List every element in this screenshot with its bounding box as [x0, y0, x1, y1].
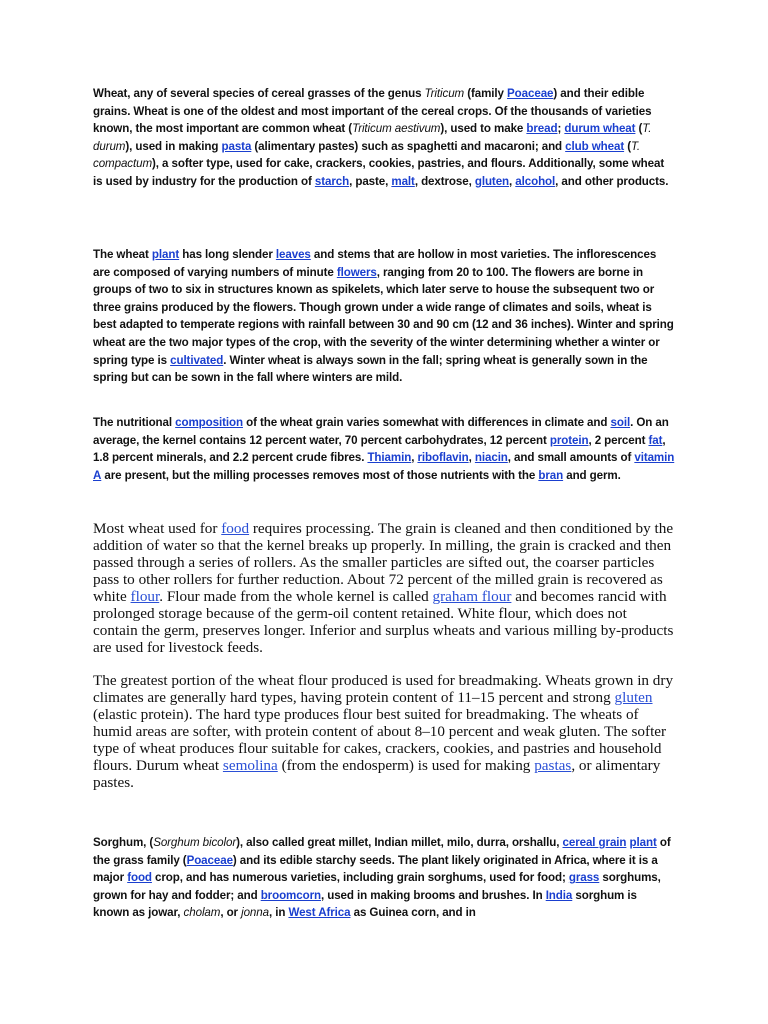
paragraph-sorghum: Sorghum, (Sorghum bicolor), also called great millet, Indian millet, milo, durra, orshallu, cereal grain plant of the grass family (Poaceae) and its edible starchy seeds. The plant likely originated in Africa, where it is a major food crop, and has numerous varieties, including grain sorghums, used for food; grass sorghums, grown for hay and fodder; and broomcorn, used in making brooms and brushes. In India sorghum is known as jowar, cholam, or jonna, in West Africa as Guinea corn, and in	[93, 836, 671, 920]
link-gluten[interactable]: gluten	[474, 174, 510, 188]
link-plant-2[interactable]: plant	[629, 836, 657, 849]
link-fat[interactable]: fat	[648, 433, 663, 447]
link-cultivated[interactable]: cultivated	[170, 353, 224, 367]
paragraph-wheat-nutrition: The nutritional composition of the wheat grain varies somewhat with differences in climate and soil. On an average, the kernel contains 12 percent water, 70 percent carbohydrates, 12 percent protein, 2 percent fat, 1.8 percent minerals, and 2.2 percent crude fibres. Thiamin, riboflavin, niacin, and small amounts of vitamin A are present, but the milling processes removes most of those nutrients with the bran and germ.	[93, 416, 675, 482]
paragraph-wheat-flour: The greatest portion of the wheat flour produced is used for breadmaking. Wheats grown in dry climates are generally hard types, having protein content of 11–15 percent and strong gluten (elastic protein). The hard type produces flour best suited for breadmaking. The wheats of humid areas are softer, with protein content of about 8–10 percent and weak gluten. The softer type of wheat produces flour suitable for cakes, crackers, cookies, and pastries and household flours. Durum wheat semolina (from the endosperm) is used for making pastas, or alimentary pastes.	[93, 672, 674, 791]
link-niacin[interactable]: niacin	[474, 451, 508, 465]
link-thiamin[interactable]: Thiamin	[367, 451, 412, 465]
link-graham-flour[interactable]: graham flour	[432, 588, 512, 605]
link-pasta[interactable]: pasta	[221, 139, 252, 153]
link-plant[interactable]: plant	[151, 248, 180, 261]
link-semolina[interactable]: semolina	[222, 757, 278, 774]
link-club-wheat[interactable]: club wheat	[565, 139, 625, 153]
link-flowers[interactable]: flowers	[336, 265, 377, 279]
link-cereal-grain[interactable]: cereal grain	[562, 836, 627, 849]
link-vitamin-a[interactable]: vitamin A	[93, 451, 675, 482]
link-malt[interactable]: malt	[391, 174, 415, 188]
paragraph-wheat-processing: Most wheat used for food requires processing. The grain is cleaned and then conditioned by the addition of water so that the kernel breaks up properly. In milling, the grain is cracked and then passed through a series of rollers. As the smaller particles are sifted out, the coarser particles pass to other rollers for further reduction. About 72 percent of the milled grain is recovered as white flour. Flour made from the whole kernel is called graham flour and becomes rancid with prolonged storage because of the germ-oil content retained. White flour, which does not contain the germ, preserves longer. Inferior and surplus wheats and various milling by-products are used for livestock feeds.	[93, 520, 674, 656]
link-soil[interactable]: soil	[610, 416, 631, 429]
link-bread[interactable]: bread	[526, 122, 558, 136]
link-starch[interactable]: starch	[314, 174, 350, 188]
link-broomcorn[interactable]: broomcorn	[260, 888, 321, 902]
link-alcohol[interactable]: alcohol	[515, 174, 556, 188]
link-west-africa[interactable]: West Africa	[288, 906, 351, 920]
link-poaceae[interactable]: Poaceae	[507, 87, 554, 100]
link-india[interactable]: India	[545, 888, 573, 902]
link-food-2[interactable]: food	[127, 871, 152, 885]
link-riboflavin[interactable]: riboflavin	[417, 451, 469, 465]
paragraph-wheat-plant: The wheat plant has long slender leaves and stems that are hollow in most varieties. The inflorescences are composed of varying numbers of minute flowers, ranging from 20 to 100. The flowers are borne in groups of two to six in structures known as spikelets, which later serve to house the subsequent two or three grains produced by the flowers. Though grown under a wide range of climates and soils, wheat is best adapted to temperate regions with rainfall between 30 and 90 cm (12 and 36 inches). Winter and spring wheat are the two major types of the crop, with the severity of the winter determining whether a winter or spring type is cultivated. Winter wheat is always sown in the fall; spring wheat is generally sown in the spring but can be sown in the fall where winters are mild.	[93, 248, 674, 385]
link-composition[interactable]: composition	[175, 416, 243, 429]
link-gluten-2[interactable]: gluten	[614, 689, 653, 706]
link-grass[interactable]: grass	[568, 871, 600, 885]
link-food[interactable]: food	[221, 520, 250, 537]
link-pastas[interactable]: pastas	[534, 757, 572, 774]
link-durum-wheat[interactable]: durum wheat	[564, 122, 636, 136]
link-poaceae-2[interactable]: Poaceae	[186, 853, 233, 867]
paragraph-wheat-intro: Wheat, any of several species of cereal grasses of the genus Triticum (family Poaceae) and their edible grains. Wheat is one of the oldest and most important of the cereal crops. Of the thousands of varieties known, the most important are common wheat (Triticum aestivum), used to make bread; durum wheat (T. durum), used in making pasta (alimentary pastes) such as spaghetti and macaroni; and club wheat (T. compactum), a softer type, used for cake, crackers, cookies, pastries, and flours. Additionally, some wheat is used by industry for the production of starch, paste, malt, dextrose, gluten, alcohol, and other products.	[93, 87, 669, 188]
link-leaves[interactable]: leaves	[275, 248, 311, 261]
link-flour[interactable]: flour	[130, 588, 160, 605]
link-bran[interactable]: bran	[538, 468, 564, 482]
link-protein[interactable]: protein	[549, 433, 589, 447]
